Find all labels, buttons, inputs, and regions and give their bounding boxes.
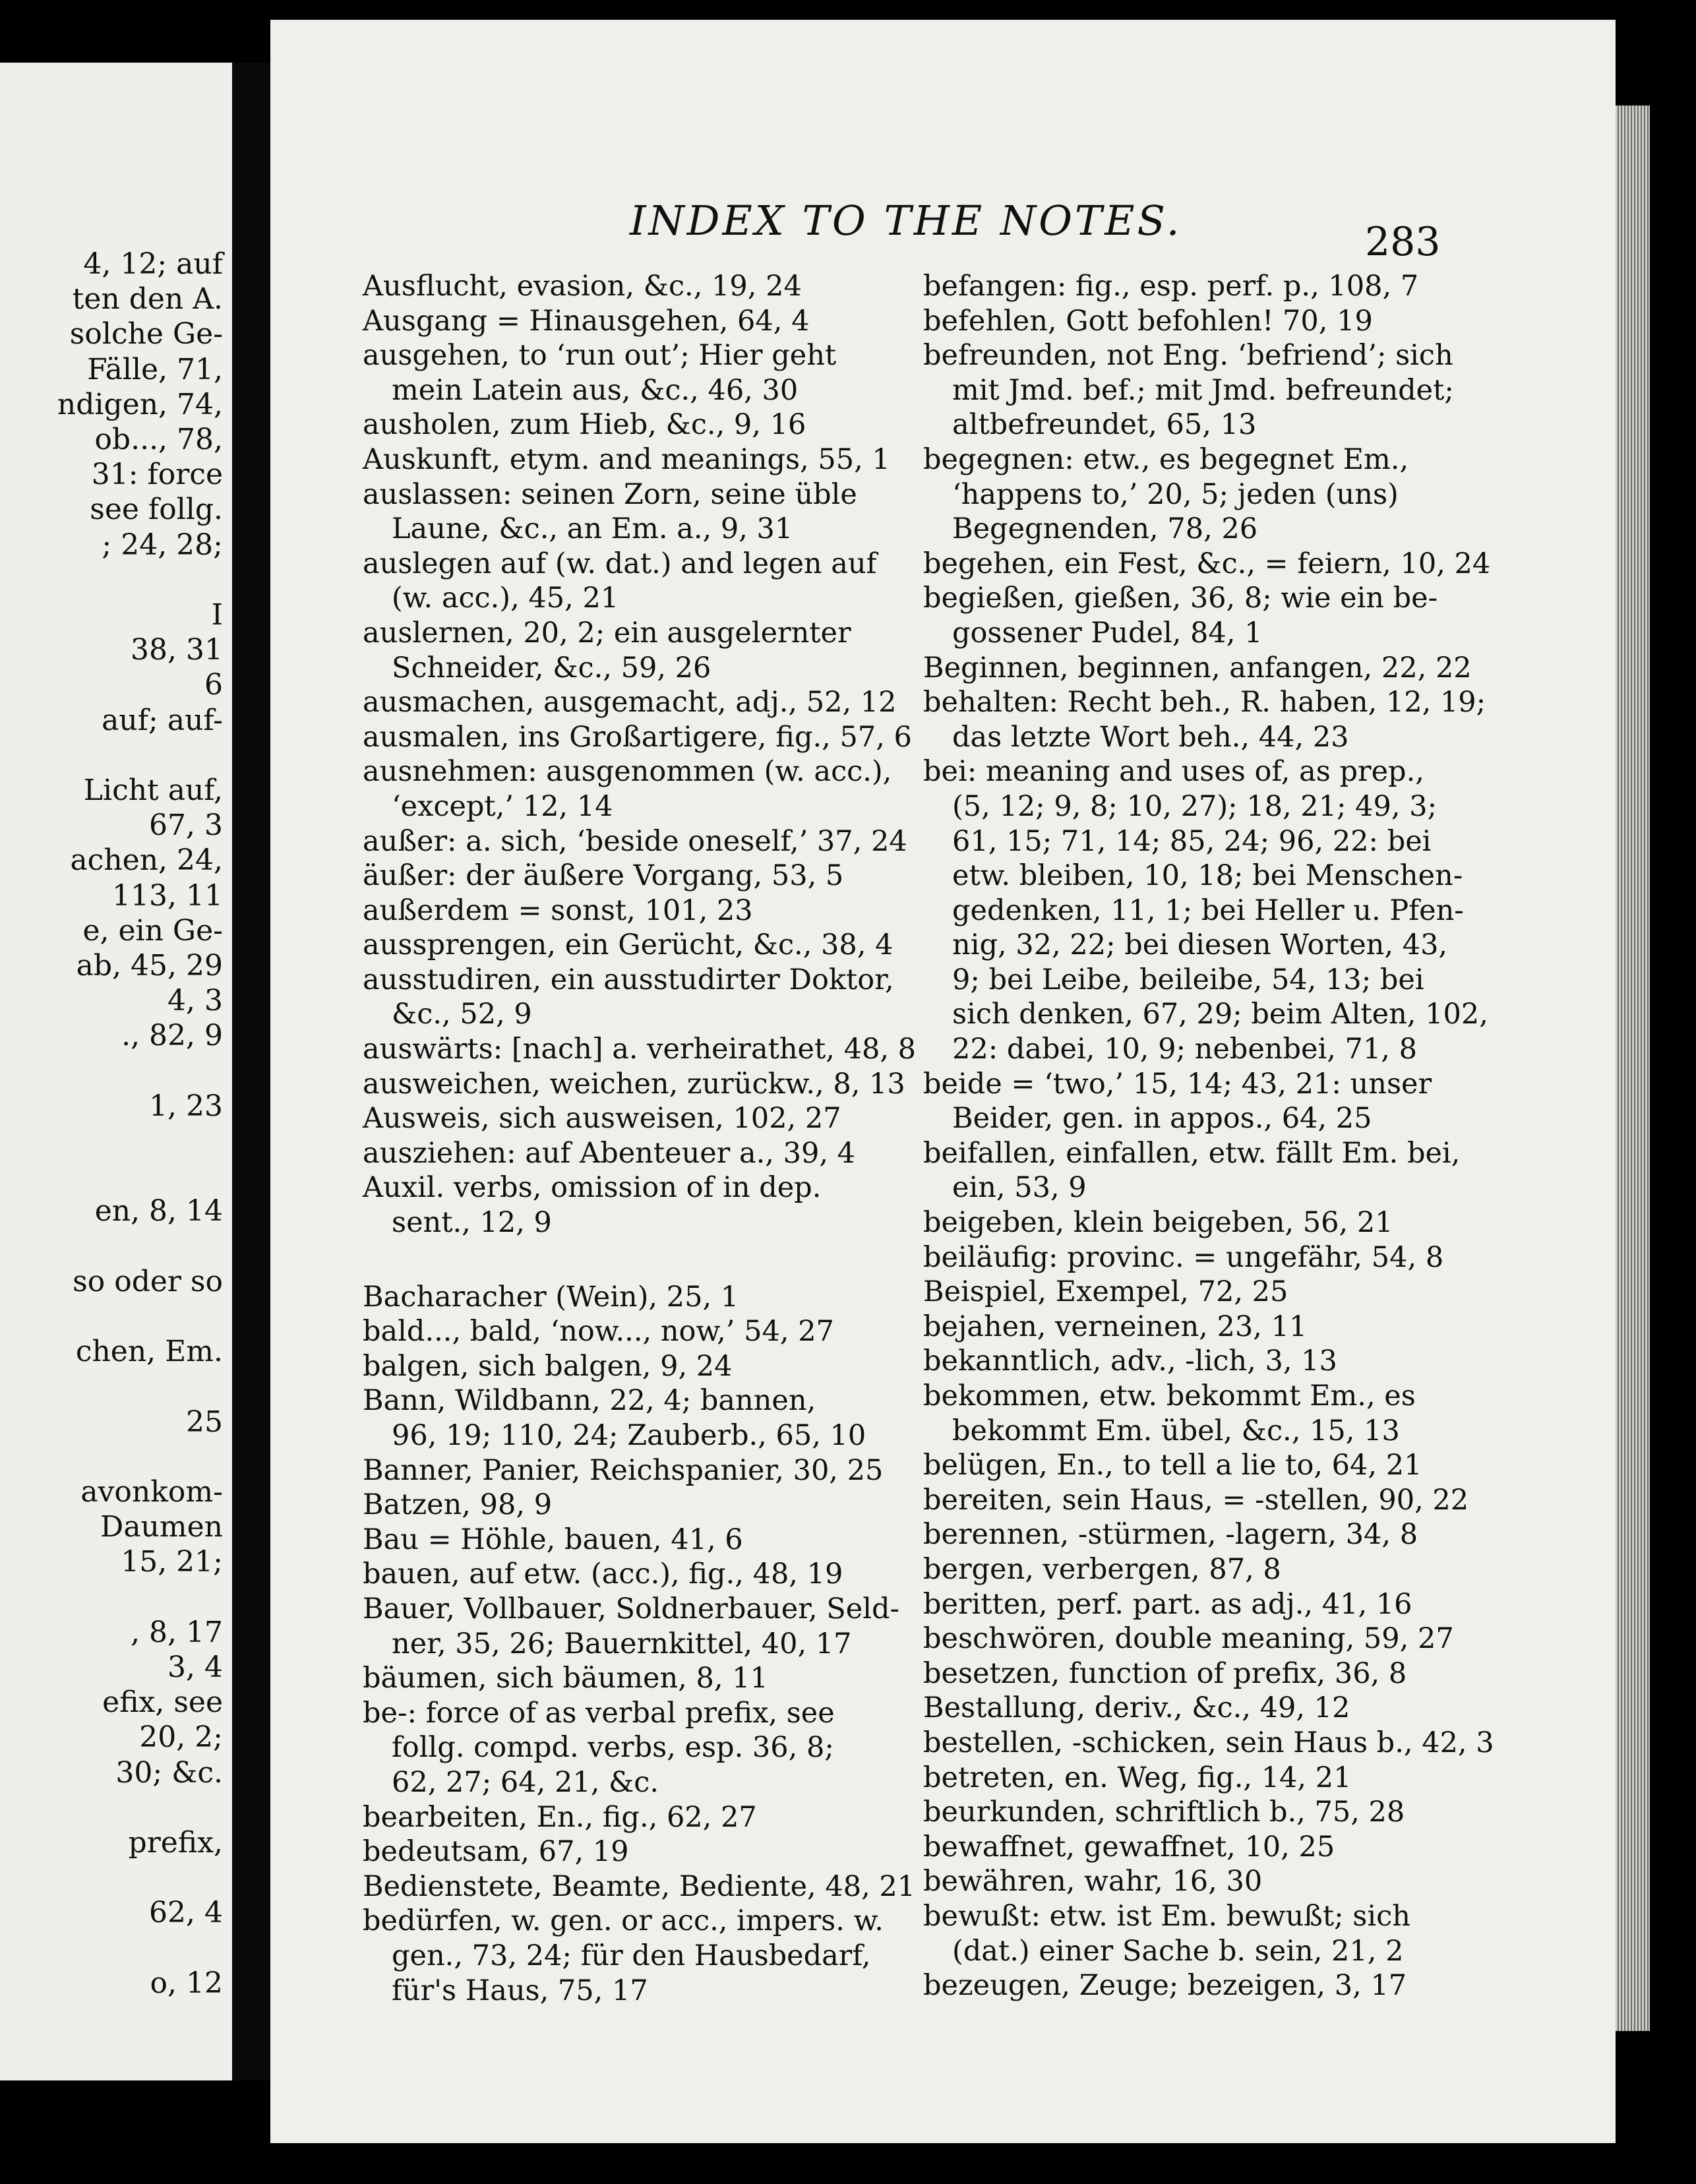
index-entry-line: für's Haus, 75, 17 [392, 1974, 648, 2007]
index-entry-line: äußer: der äußere Vorgang, 53, 5 [363, 859, 844, 893]
index-entry-line: das letzte Wort beh., 44, 23 [952, 720, 1349, 754]
index-entry-line: aussprengen, ein Gerücht, &c., 38, 4 [363, 928, 893, 962]
index-entry-line: bergen, verbergen, 87, 8 [923, 1552, 1281, 1586]
left-page-line: 15, 21; [121, 1545, 223, 1579]
index-entry-line: befehlen, Gott befohlen! 70, 19 [923, 304, 1373, 338]
left-page-line: I [211, 598, 223, 632]
left-page-line: ten den A. [72, 282, 223, 317]
left-page-line: achen, 24, [70, 843, 223, 878]
left-page-line: 38, 31 [131, 633, 223, 667]
index-entry-line: bedeutsam, 67, 19 [363, 1835, 629, 1869]
section-gap [363, 1240, 884, 1280]
index-entry-line: beide = ‘two,’ 15, 14; 43, 21: unser [923, 1067, 1432, 1101]
index-entry-line: ausnehmen: ausgenommen (w. acc.), [363, 755, 892, 789]
index-entry-line: ausstudiren, ein ausstudirter Doktor, [363, 963, 894, 996]
index-entry-line: auslernen, 20, 2; ein ausgelernter [363, 616, 851, 650]
index-column-1 [363, 269, 917, 2008]
index-entry-line: begehen, ein Fest, &c., = feiern, 10, 24 [923, 547, 1491, 580]
left-page-line: Daumen [100, 1510, 223, 1544]
index-entry-line: be-: force of as verbal prefix, see [363, 1696, 835, 1730]
left-page-line: ndigen, 74, [57, 387, 223, 421]
index-entry-line: befangen: fig., esp. perf. p., 108, 7 [923, 270, 1419, 303]
index-entry-line: gen., 73, 24; für den Hausbedarf, [392, 1939, 871, 1972]
index-entry-line: bauen, auf etw. (acc.), fig., 48, 19 [363, 1558, 843, 1591]
index-entry-line: gossener Pudel, 84, 1 [952, 616, 1263, 650]
index-entry-line: bewußt: etw. ist Em. bewußt; sich [923, 1899, 1410, 1933]
index-entry-line: etw. bleiben, 10, 18; bei Menschen- [952, 859, 1463, 893]
index-entry-line: bald..., bald, ‘now..., now,’ 54, 27 [363, 1315, 834, 1349]
index-entry-line: gedenken, 11, 1; bei Heller u. Pfen- [952, 894, 1464, 927]
left-page-line: 1, 23 [149, 1089, 223, 1123]
left-page-line: 30; &c. [115, 1755, 223, 1790]
index-entry-line: Auxil. verbs, omission of in dep. [363, 1171, 822, 1205]
index-entry-line: begegnen: etw., es begegnet Em., [923, 442, 1409, 476]
left-page-line: o, 12 [150, 1966, 223, 2000]
index-entry-line: 9; bei Leibe, beileibe, 54, 13; bei [952, 963, 1424, 996]
index-entry-line: Bann, Wildbann, 22, 4; bannen, [363, 1384, 816, 1418]
index-entry-line: sich denken, 67, 29; beim Alten, 102, [952, 998, 1488, 1031]
index-entry-line: befreunden, not Eng. ‘befriend’; sich [923, 339, 1453, 373]
index-entry-line: auslassen: seinen Zorn, seine üble [363, 477, 857, 511]
index-entry-line: behalten: Recht beh., R. haben, 12, 19; [923, 686, 1486, 719]
index-entry-line: bearbeiten, En., fig., 62, 27 [363, 1800, 757, 1834]
index-entry-line: begießen, gießen, 36, 8; wie ein be- [923, 582, 1438, 615]
index-entry-line: Banner, Panier, Reichspanier, 30, 25 [363, 1453, 884, 1487]
index-entry-line: Beispiel, Exempel, 72, 25 [923, 1275, 1288, 1309]
index-entry-line: auswärts: [nach] a. verheirathet, 48, 8 [363, 1033, 917, 1066]
index-entry-line: belügen, En., to tell a lie to, 64, 21 [923, 1449, 1422, 1482]
index-entry-line: bejahen, verneinen, 23, 11 [923, 1310, 1308, 1343]
left-page-line: chen, Em. [75, 1335, 223, 1369]
left-page-line: 20, 2; [139, 1720, 223, 1755]
index-entry-line: balgen, sich balgen, 9, 24 [363, 1349, 733, 1383]
index-entry-line: mein Latein aus, &c., 46, 30 [392, 373, 799, 407]
index-entry-line: Bacharacher (Wein), 25, 1 [363, 1280, 739, 1314]
left-page-line: 113, 11 [112, 878, 223, 913]
left-page-line: 62, 4 [149, 1896, 223, 1930]
left-page-line: so oder so [73, 1264, 223, 1298]
index-entry-line: ner, 35, 26; Bauernkittel, 40, 17 [392, 1627, 852, 1660]
left-page-line: e, ein Ge- [82, 913, 223, 948]
index-entry-line: Beginnen, beginnen, anfangen, 22, 22 [923, 651, 1472, 684]
page-edges [1616, 106, 1650, 2031]
index-entry-line: bewähren, wahr, 16, 30 [923, 1865, 1263, 1898]
index-entry-line: beschwören, double meaning, 59, 27 [923, 1622, 1454, 1656]
index-entry-line: altbefreundet, 65, 13 [952, 408, 1257, 442]
index-entry-line: beurkunden, schriftlich b., 75, 28 [923, 1796, 1405, 1829]
book-gutter [232, 63, 270, 2080]
index-entry-line: außer: a. sich, ‘beside oneself,’ 37, 24 [363, 824, 907, 858]
left-page-line: , 8, 17 [131, 1615, 223, 1649]
index-entry-line: 62, 27; 64, 21, &c. [392, 1765, 659, 1799]
index-entry-line: 22: dabei, 10, 9; nebenbei, 71, 8 [952, 1033, 1417, 1066]
index-entry-line: Ausweis, sich ausweisen, 102, 27 [363, 1102, 841, 1136]
index-entry-line: bedürfen, w. gen. or acc., impers. w. [363, 1904, 884, 1938]
index-entry-line: bei: meaning and uses of, as prep., [923, 755, 1424, 789]
index-entry-line: Laune, &c., an Em. a., 9, 31 [392, 512, 793, 546]
index-entry-line: bestellen, -schicken, sein Haus b., 42, 3 [923, 1726, 1494, 1759]
index-entry-line: (5, 12; 9, 8; 10, 27); 18, 21; 49, 3; [952, 789, 1438, 823]
left-page-line: ., 82, 9 [121, 1019, 223, 1053]
index-entry-line: berennen, -stürmen, -lagern, 34, 8 [923, 1518, 1418, 1552]
index-entry-line: bekanntlich, adv., -lich, 3, 13 [923, 1345, 1337, 1378]
left-page-line: Licht auf, [83, 774, 223, 807]
page-number: 283 [1365, 219, 1441, 265]
index-entry-line: ausholen, zum Hieb, &c., 9, 16 [363, 408, 806, 442]
index-entry-line: Ausflucht, evasion, &c., 19, 24 [363, 270, 802, 303]
index-entry-line: beigeben, klein beigeben, 56, 21 [923, 1206, 1393, 1240]
index-entry-line: ‘happens to,’ 20, 5; jeden (uns) [952, 477, 1399, 511]
index-entry-line: beifallen, einfallen, etw. fällt Em. bei, [923, 1136, 1461, 1170]
index-entry-line: ‘except,’ 12, 14 [392, 789, 613, 823]
index-entry-line: ausmachen, ausgemacht, adj., 52, 12 [363, 686, 897, 719]
left-facing-page [0, 63, 232, 2080]
index-entry-line: Ausgang = Hinausgehen, 64, 4 [363, 304, 810, 338]
index-entry-line: (w. acc.), 45, 21 [392, 582, 619, 615]
index-entry-line: bereiten, sein Haus, = -stellen, 90, 22 [923, 1483, 1469, 1517]
index-entry-line: Bauer, Vollbauer, Soldnerbauer, Seld- [363, 1592, 900, 1625]
index-entry-line: &c., 52, 9 [392, 998, 532, 1031]
left-page-line: solche Ge- [69, 317, 223, 351]
index-entry-line: Auskunft, etym. and meanings, 55, 1 [363, 442, 890, 476]
index-entry-line: Bestallung, deriv., &c., 49, 12 [923, 1691, 1350, 1725]
index-entry-line: Bedienstete, Beamte, Bediente, 48, 21 [363, 1869, 916, 1903]
left-page-line: 6 [204, 668, 223, 702]
index-entry-line: bekommen, etw. bekommt Em., es [923, 1380, 1416, 1412]
index-entry-line: follg. compd. verbs, esp. 36, 8; [392, 1731, 834, 1765]
index-entry-line: Begegnenden, 78, 26 [952, 512, 1258, 546]
left-page-line: en, 8, 14 [94, 1194, 223, 1228]
left-page-line: 67, 3 [149, 808, 223, 843]
left-page-line: efix, see [102, 1685, 223, 1720]
index-entry-line: Schneider, &c., 59, 26 [392, 651, 712, 684]
index-entry-line: beiläufig: provinc. = ungefähr, 54, 8 [923, 1240, 1444, 1274]
index-entry-line: ausweichen, weichen, zurückw., 8, 13 [363, 1067, 905, 1101]
left-page-line: 31: force [91, 458, 223, 492]
index-entry-line: bäumen, sich bäumen, 8, 11 [363, 1662, 768, 1695]
index-entry-line: betreten, en. Weg, fig., 14, 21 [923, 1761, 1352, 1794]
index-entry-line: (dat.) einer Sache b. sein, 21, 2 [952, 1934, 1404, 1968]
index-entry-line: ausmalen, ins Großartigere, fig., 57, 6 [363, 720, 912, 754]
right-page [270, 20, 1616, 2143]
index-entry-line: bezeugen, Zeuge; bezeigen, 3, 17 [923, 1969, 1407, 2003]
index-column-2 [923, 269, 1494, 2003]
index-entry-line: ausgehen, to ‘run out’; Hier geht [363, 339, 837, 373]
index-entry-line: Bau = Höhle, bauen, 41, 6 [363, 1523, 743, 1556]
left-page-line: ab, 45, 29 [76, 949, 223, 983]
left-page-line: 4, 12; auf [83, 247, 223, 281]
left-page-line: ob..., 78, [94, 423, 223, 456]
index-entry-line: bewaffnet, gewaffnet, 10, 25 [923, 1830, 1335, 1864]
index-entry-line: ausziehen: auf Abenteuer a., 39, 4 [363, 1136, 856, 1170]
index-entry-line: auslegen auf (w. dat.) and legen auf [363, 547, 877, 580]
left-page-line: see follg. [90, 493, 223, 527]
index-entry-line: beritten, perf. part. as adj., 41, 16 [923, 1587, 1412, 1621]
left-page-line: avonkom- [80, 1475, 223, 1509]
left-page-line: auf; auf- [102, 703, 223, 737]
left-page-line: prefix, [128, 1826, 223, 1860]
index-entry-line: 61, 15; 71, 14; 85, 24; 96, 22: bei [952, 824, 1432, 858]
index-entry-line: 96, 19; 110, 24; Zauberb., 65, 10 [392, 1419, 866, 1452]
left-page-line: ; 24, 28; [102, 528, 223, 562]
index-entry-line: mit Jmd. bef.; mit Jmd. befreundet; [952, 373, 1454, 407]
left-page-line: 3, 4 [167, 1651, 223, 1684]
running-header: INDEX TO THE NOTES. [630, 197, 1182, 245]
left-page-line: 4, 3 [167, 984, 223, 1018]
index-entry-line: Beider, gen. in appos., 64, 25 [952, 1102, 1372, 1136]
left-page-line: 25 [186, 1405, 223, 1439]
index-entry-line: ein, 53, 9 [952, 1171, 1087, 1205]
index-entry-line: besetzen, function of prefix, 36, 8 [923, 1656, 1407, 1690]
index-entry-line: bekommt Em. übel, &c., 15, 13 [952, 1414, 1400, 1447]
index-entry-line: nig, 32, 22; bei diesen Worten, 43, [952, 928, 1448, 962]
index-entry-line: Batzen, 98, 9 [363, 1488, 553, 1522]
index-entry-line: außerdem = sonst, 101, 23 [363, 894, 753, 927]
index-entry-line: sent., 12, 9 [392, 1206, 552, 1240]
left-page-line: Fälle, 71, [87, 352, 223, 386]
